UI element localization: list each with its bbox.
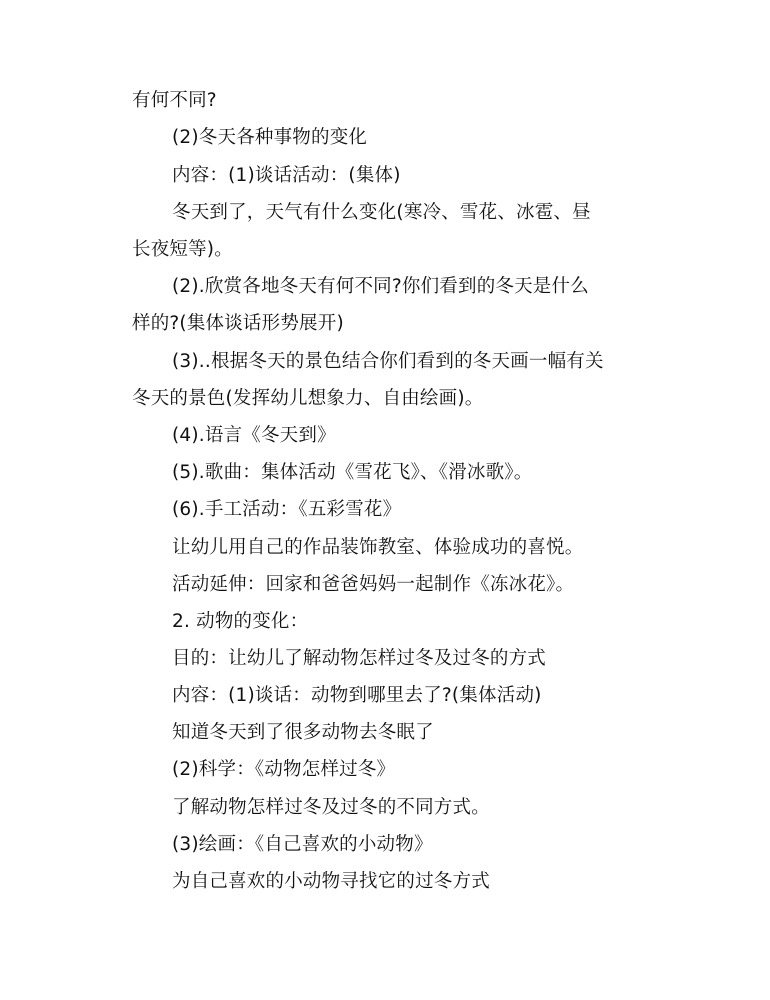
text-line: (5).歌曲：集体活动《雪花飞》、《滑冰歌》。: [172, 462, 533, 483]
text-line: 长夜短等)。: [132, 239, 233, 260]
text-line: (2)科学：《动物怎样过冬》: [172, 759, 396, 780]
text-line: (2)冬天各种事物的变化: [172, 127, 368, 148]
text-line: 样的?(集体谈话形势展开): [132, 313, 344, 334]
text-line: 冬天到了，天气有什么变化(寒冷、雪花、冰雹、昼: [172, 202, 591, 223]
text-line: 让幼儿用自己的作品装饰教室、体验成功的喜悦。: [172, 537, 584, 558]
text-line: 冬天的景色(发挥幼儿想象力、自由绘画)。: [132, 388, 484, 409]
text-line: 为自己喜欢的小动物寻找它的过冬方式: [172, 871, 490, 892]
text-line: (3)绘画：《自己喜欢的小动物》: [172, 834, 433, 855]
text-line: 了解动物怎样过冬及过冬的不同方式。: [172, 797, 490, 818]
text-line: 有何不同?: [132, 90, 217, 111]
text-line: 内容：(1)谈话：动物到哪里去了?(集体活动): [172, 685, 542, 706]
text-line: 内容：(1)谈话活动：(集体): [172, 165, 401, 186]
text-line: 活动延伸：回家和爸爸妈妈一起制作《冻冰花》。: [172, 574, 575, 595]
text-line: (3)..根据冬天的景色结合你们看到的冬天画一幅有关: [172, 351, 604, 372]
text-line: (4).语言《冬天到》: [172, 425, 336, 446]
text-line: 知道冬天到了很多动物去冬眠了: [172, 722, 434, 743]
text-line: (2).欣赏各地冬天有何不同?你们看到的冬天是什么: [172, 276, 589, 297]
text-line: 2. 动物的变化：: [172, 611, 309, 632]
text-line: (6).手工活动：《五彩雪花》: [172, 499, 402, 520]
text-line: 目的：让幼儿了解动物怎样过冬及过冬的方式: [172, 648, 547, 669]
